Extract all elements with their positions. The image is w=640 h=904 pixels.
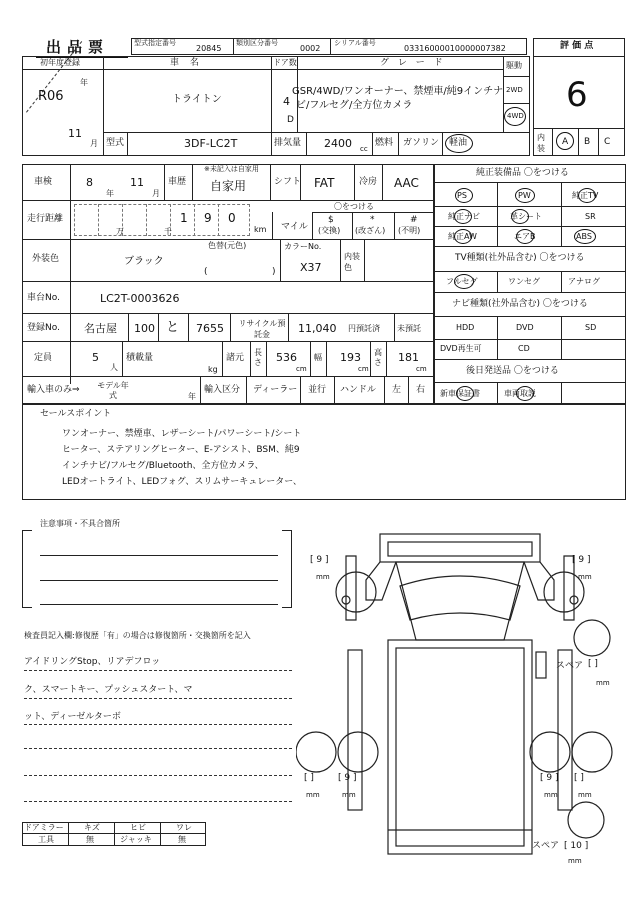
capacity-label: 定員 (34, 353, 53, 363)
mileage-sen: 千 (164, 227, 172, 236)
serial-label: シリアル番号 (334, 39, 376, 47)
tread-rear-left-value: 9 (344, 773, 351, 783)
navi-dvd: DVD (516, 323, 534, 332)
year-unit: 年 (80, 78, 88, 87)
model-year-label: モデル年式 (97, 381, 129, 400)
handle-left: 左 (392, 385, 402, 395)
first-reg-year: R06 (38, 89, 64, 104)
shaken-year: 8 (86, 176, 93, 189)
registration-class: 100 (134, 322, 155, 335)
mileage-opt-tamper-sub: (改ざん) (355, 226, 386, 235)
interior-label: 内装 (537, 133, 545, 153)
sales-point-line-4: LEDオートライト、LEDフォグ、スリムサーキュレーター、 (62, 477, 302, 487)
interior-grade-a: A (562, 137, 569, 147)
type-no-label: 型式指定番号 (134, 39, 176, 47)
fuel-circle (445, 134, 473, 153)
doors-label: ドア数 (273, 58, 297, 67)
height-unit: cm (416, 365, 427, 373)
notes-title: 注意事項・不具合箇所 (40, 519, 120, 528)
height-label: 高さ (374, 348, 382, 367)
later-manual: 車両取説 (504, 389, 536, 398)
drive-label: 駆動 (506, 61, 522, 70)
drive-4wd: 4WD (507, 112, 524, 120)
navi-title: ナビ種類(社外品含む) 〇をつける (452, 299, 588, 309)
mileage-opt-tamper: * (370, 215, 375, 225)
equipment-title: 純正装備品 〇をつける (476, 168, 569, 178)
shift-label: シフト (274, 177, 302, 187)
first-reg-month: 11 (68, 127, 82, 140)
grade-label: グ レ ー ド (380, 58, 446, 68)
tread-rear-left-outer-unit: mm (306, 791, 320, 799)
capacity-unit: 人 (110, 363, 118, 372)
color-no-value: X37 (300, 261, 322, 274)
tread-front-right: [ 9 ] (572, 555, 591, 565)
chassis-label: 車台No. (27, 293, 60, 303)
tread-front-left-unit: mm (316, 573, 330, 581)
navi-sd: SD (585, 323, 597, 332)
spare-label-bottom: スペア (532, 841, 560, 851)
tv-oneseg: ワンセグ (508, 277, 540, 286)
vehicle-name: トライトン (172, 94, 222, 105)
equip-tv-circle (578, 188, 596, 203)
name-label: 車 名 (170, 58, 203, 68)
form-title: 出品票 (46, 38, 110, 56)
dvd-playback: DVD再生可 (440, 344, 482, 353)
tread-rear-left-outer: [ ] (304, 773, 314, 783)
recycle-unit: 円預託済 (348, 324, 380, 333)
shaken-label: 車検 (34, 177, 53, 187)
equip-tv: 純正TV (572, 191, 599, 200)
displacement-label: 排気量 (274, 138, 302, 148)
equip-navi-circle (454, 209, 472, 224)
mileage-digit-1: 1 (180, 211, 188, 225)
handle-label: ハンドル (340, 385, 377, 395)
table-tools-value: 無 (86, 835, 94, 844)
capacity-value: 5 (92, 351, 99, 364)
score-value: 6 (566, 75, 588, 115)
type-no-value: 20845 (196, 44, 222, 53)
equip-sr: SR (585, 212, 596, 221)
equip-pw-circle (515, 188, 535, 203)
shift-value: FAT (314, 176, 335, 190)
history-value: 自家用 (210, 179, 247, 193)
equip-aw-circle (454, 229, 472, 244)
shaken-year-unit: 年 (106, 189, 114, 198)
shaken-month-unit: 月 (152, 189, 160, 198)
registration-region: 名古屋 (84, 322, 117, 335)
table-jack: ジャッキ (120, 835, 152, 844)
model-year-unit: 年 (188, 392, 196, 401)
import-type-label: 輸入区分 (204, 385, 241, 395)
fuel-label: 燃料 (375, 138, 394, 148)
later-manual-circle (516, 386, 534, 401)
tread-rear-left: [ 9 ] (338, 773, 357, 783)
equip-navi: 純正ナビ (448, 212, 480, 221)
length-value: 536 (276, 351, 297, 364)
mileage-man: 万 (116, 227, 124, 236)
equip-pw: PW (518, 191, 531, 200)
mileage-circle-note: 〇をつける (334, 202, 374, 211)
table-tools: 工具 (38, 835, 54, 844)
equip-airbag-circle (516, 229, 534, 244)
mileage-mile: マイル (281, 222, 308, 232)
tv-fullseg-circle (454, 274, 474, 289)
fuel-diesel: 軽油 (449, 138, 468, 148)
drive-2wd: 2WD (506, 86, 523, 94)
color-value: ブラック (124, 256, 164, 267)
drive-circle (504, 107, 526, 126)
import-label: 輸入車のみ⇒ (27, 385, 80, 395)
length-unit: cm (296, 365, 307, 373)
equip-abs-circle (574, 229, 596, 244)
inspector-line-1: アイドリングStop、リアデフロッ (24, 657, 161, 667)
equip-ps: PS (457, 191, 467, 200)
import-parallel: 並行 (308, 385, 327, 395)
interior-grade-c: C (604, 137, 611, 147)
interior-grade-circle (556, 132, 574, 150)
length-label: 長さ (254, 348, 262, 367)
table-header-break: ワレ (176, 823, 192, 832)
mileage-km: km (254, 225, 267, 234)
inspector-line-3: ット、ディーゼルターボ (24, 712, 121, 722)
tread-rear-right-value: 9 (546, 773, 553, 783)
serial-value: 03316000010000007382 (404, 44, 506, 53)
color-paren-close: ) (272, 267, 276, 277)
recycle-label: リサイクル預託金 (238, 319, 286, 339)
later-warranty: 新車保証書 (440, 389, 480, 398)
displacement-value: 2400 (324, 137, 352, 150)
doors-value: 4 (283, 95, 290, 108)
load-unit: kg (208, 365, 218, 374)
dims-label: 諸元 (226, 353, 245, 363)
width-unit: cm (358, 365, 369, 373)
fuel-gasoline: ガソリン (403, 138, 440, 148)
chassis-value: LC2T-0003626 (100, 292, 180, 305)
tread-rear-right-unit: mm (544, 791, 558, 799)
tv-fullseg: フルセグ (446, 277, 478, 286)
color-paren-open: ( (204, 267, 208, 277)
tread-rear-right: [ 9 ] (540, 773, 559, 783)
ac-label: 冷房 (359, 177, 378, 187)
dvd-cd: CD (518, 344, 530, 353)
score-label: 評 価 点 (560, 41, 594, 51)
later-warranty-circle (456, 386, 474, 401)
table-jack-value: 無 (178, 835, 186, 844)
tread-spare-top: [ ] (588, 659, 598, 669)
registration-kana: と (166, 320, 180, 335)
registration-label: 登録No. (27, 323, 60, 333)
load-label: 積載量 (126, 353, 154, 363)
mileage-digit-3: 0 (228, 211, 236, 225)
tread-spare-bottom-unit: mm (568, 857, 582, 865)
inspector-line-2: ク、スマートキー、プッシュスタート、マ (24, 685, 193, 695)
tread-front-right-unit: mm (578, 573, 592, 581)
displacement-unit: cc (360, 145, 368, 153)
mileage-opt-exchange-sub: (交換) (318, 226, 341, 235)
equip-leather-circle (511, 209, 529, 224)
tread-spare-top-unit: mm (596, 679, 610, 687)
grade-line-2: ビ/フルセグ/全方位カメラ (296, 100, 413, 111)
sales-points-title: セールスポイント (40, 409, 112, 419)
equip-airbag: エアB (514, 232, 536, 241)
spare-label-top: スペア (556, 661, 584, 671)
sales-point-line-3: インチナビ/フルセグ/Bluetooth、全方位カメラ、 (62, 461, 264, 471)
equip-aw: 純正AW (448, 232, 477, 241)
sales-point-line-2: ヒーター、ステアリングヒーター、E-アシスト、BSM、純9 (62, 445, 300, 455)
height-value: 181 (398, 351, 419, 364)
inspector-title: 検査員記入欄:修復歴「有」の場合は修復箇所・交換箇所を記入 (24, 631, 251, 640)
history-label: 車歴 (168, 177, 187, 187)
mileage-opt-unknown: # (410, 215, 418, 225)
import-dealer: ディーラー (253, 385, 298, 395)
history-note: ※未記入は自家用 (204, 165, 259, 173)
mileage-opt-exchange: $ (328, 215, 334, 225)
tv-title: TV種類(社外品含む) 〇をつける (455, 253, 585, 263)
navi-hdd: HDD (456, 323, 475, 332)
month-unit: 月 (90, 139, 98, 148)
width-value: 193 (340, 351, 361, 364)
mileage-digit-2: 9 (204, 211, 212, 225)
class-no-label: 類別区分番号 (236, 39, 278, 47)
equip-abs: ABS (576, 232, 592, 241)
int-color-label: 内装色 (344, 252, 360, 272)
table-header-mirror: ドアミラー (24, 823, 64, 832)
width-label: 幅 (314, 353, 322, 362)
tread-spare-bottom: [ 10 ] (564, 841, 589, 851)
table-header-crack: ヒビ (130, 823, 146, 832)
tread-spare-bottom-value: 10 (570, 841, 582, 851)
tread-front-right-value: 9 (578, 555, 585, 565)
color-label: 外装色 (32, 254, 60, 264)
table-header-scratch: キズ (84, 823, 100, 832)
sales-point-line-1: ワンオーナー、禁煙車、レザーシート/パワーシート/シート (62, 429, 302, 439)
mileage-label: 走行距離 (27, 214, 64, 224)
class-no-value: 0002 (300, 44, 321, 53)
door-type: D (287, 115, 294, 125)
tread-rear-left-unit: mm (342, 791, 356, 799)
first-reg-label: 初年度登録 (40, 58, 80, 67)
model-label: 型式 (106, 138, 125, 148)
tread-rear-right-outer-unit: mm (578, 791, 592, 799)
interior-grade-b: B (584, 137, 591, 147)
model-value: 3DF-LC2T (184, 137, 238, 150)
ac-value: AAC (394, 176, 419, 190)
handle-right: 右 (416, 385, 426, 395)
registration-number: 7655 (196, 322, 224, 335)
equip-ps-circle (455, 188, 473, 203)
recycle-value: 11,040 (298, 322, 337, 335)
shaken-month: 11 (130, 176, 144, 189)
grade-line-1: GSR/4WD/ワンオーナー、禁煙車/純9インチナ (292, 86, 504, 97)
tv-analog: アナログ (568, 277, 600, 286)
recycle-unpaid: 未預託 (397, 324, 421, 333)
later-title: 後日発送品 〇をつける (466, 366, 559, 376)
tread-rear-right-outer: [ ] (574, 773, 584, 783)
equip-leather: 革シート (510, 212, 542, 221)
tread-front-left: [ 9 ] (310, 555, 329, 565)
tread-front-left-value: 9 (316, 555, 323, 565)
color-note: 色替(元色) (208, 241, 247, 250)
mileage-opt-unknown-sub: (不明) (398, 226, 421, 235)
color-no-label: カラーNo. (284, 242, 322, 251)
